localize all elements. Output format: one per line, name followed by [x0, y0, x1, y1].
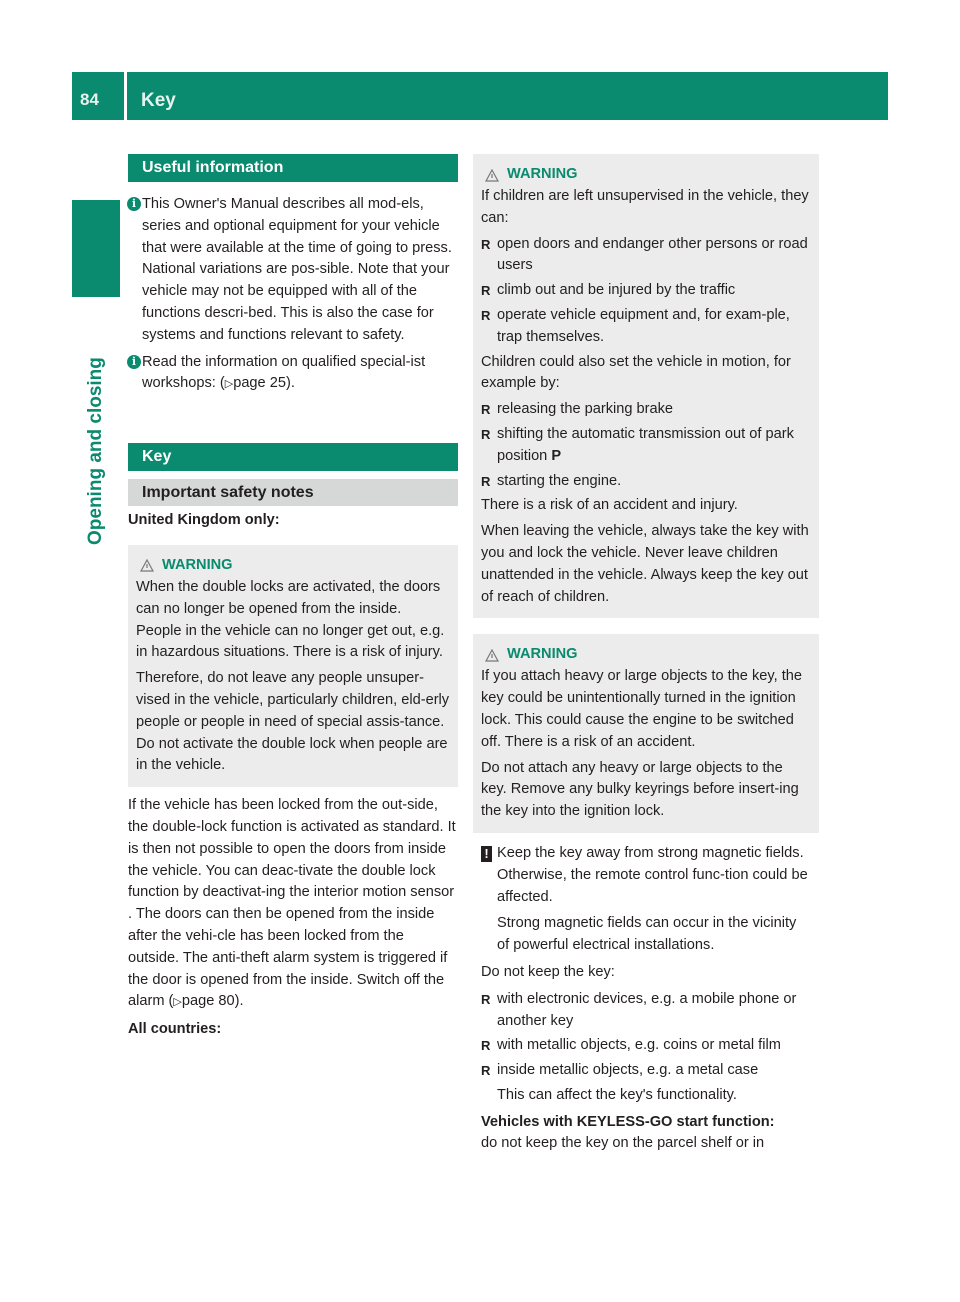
- list-item-text: operate vehicle equipment and, for exam-ple, trap themselves.: [497, 306, 790, 345]
- left-column: [128, 154, 458, 1046]
- exclamation-icon: !: [481, 846, 492, 862]
- list-item-text: open doors and endanger other persons or road users: [497, 235, 808, 274]
- warning-text: Children could also set the vehicle in motion, for example by:: [481, 353, 791, 392]
- warning-title-text: WARNING: [507, 646, 578, 663]
- affect-text: This can affect the key's functionality.: [497, 1086, 737, 1103]
- info-note-2-end: ).: [285, 375, 295, 392]
- warning-title: [481, 164, 811, 186]
- list-item: [481, 234, 811, 278]
- section-side-label: Opening and closing: [85, 357, 106, 545]
- warning-text: When the double locks are activated, the doors can no longer be opened from the inside. People in the vehicle can no longer get out, e.g. in hazardous situations. There is a risk of injury.: [136, 578, 445, 661]
- arrow-icon: ▷: [173, 996, 182, 1009]
- list-item-text: releasing the parking brake: [497, 401, 674, 418]
- warning-title: [136, 555, 450, 577]
- info-note-1-text: This Owner's Manual describes all mod-els, series and optional equipment for your vehicle that were available at the time of going to press. National variations are pos-sible. Note that your vehicle may not be equipped with all of the functions descri-bed. This is also the case for systems and functions relevant to safety.: [142, 196, 452, 343]
- warning-title-text: WARNING: [162, 557, 233, 574]
- page-ref-80[interactable]: page 80: [181, 993, 235, 1010]
- side-tab-block: [72, 200, 120, 297]
- bullet-icon: R: [481, 307, 491, 323]
- list-item: [481, 989, 811, 1033]
- header-bar: [72, 72, 888, 120]
- useful-info-heading: Useful information: [128, 154, 458, 182]
- list-item-text: climb out and be injured by the traffic: [497, 282, 736, 299]
- list-item: [481, 471, 811, 493]
- bullet-icon: R: [481, 1063, 491, 1079]
- list-item: [481, 1035, 811, 1057]
- keyless-go-text: do not keep the key on the parcel shelf or in: [481, 1135, 765, 1152]
- warning-text: Therefore, do not leave any people unsuper-vised in the vehicle, particularly children, eld-erly people or people in need of special assis-tance. Do not activate the double lock when people are in the vehicle.: [136, 670, 450, 774]
- right-column: [481, 154, 811, 1160]
- safety-notes-heading: Important safety notes: [128, 479, 458, 506]
- page-title: Key: [141, 90, 176, 111]
- header-separator: [124, 72, 127, 120]
- warning-box-heavy-objects: [473, 634, 819, 833]
- warning-triangle-icon: [485, 169, 499, 182]
- list-item: [481, 1060, 811, 1082]
- list-item: [481, 399, 811, 421]
- bullet-icon: R: [481, 1038, 491, 1054]
- notice-text-2: Strong magnetic fields can occur in the vicinity of powerful electrical installations.: [497, 915, 797, 954]
- list-item-text: starting the engine.: [497, 472, 622, 489]
- warning-title-text: WARNING: [507, 166, 578, 183]
- double-lock-body: [128, 795, 458, 1014]
- info-icon: i: [127, 197, 141, 211]
- list-item-text: shifting the automatic transmission out of park position: [497, 425, 794, 464]
- warning-box-children: [473, 154, 819, 618]
- bullet-list: [481, 234, 811, 349]
- bullet-icon: R: [481, 426, 491, 442]
- keyless-go-heading: Vehicles with KEYLESS-GO start function:: [481, 1113, 775, 1130]
- warning-text: If children are left unsupervised in the vehicle, they can:: [481, 188, 809, 226]
- info-note-1: [128, 194, 458, 347]
- bullet-icon: R: [481, 402, 491, 418]
- warning-triangle-icon: [140, 559, 154, 572]
- body-text: If the vehicle has been locked from the out-side, the double-lock function is activated as standard. It is then not possible to open the doors from inside the vehicle. You can deac-tivate the double lock function by deactivat-ing the interior motion sensor . The doors can then be opened from the inside after the vehi-cle has been locked from the outside. The anti-theft alarm system is triggered if the door is opened from the inside. Switch off the alarm (: [128, 797, 456, 1010]
- bullet-list: [481, 399, 811, 492]
- body-text-end: ).: [234, 993, 244, 1010]
- warning-box-double-lock: [128, 545, 458, 787]
- key-heading: Key: [128, 443, 458, 471]
- warning-text: If you attach heavy or large objects to the key, the key could be unintentionally turned in the ignition lock. This could cause the engine to be switched off. There is a risk of an accident.: [481, 668, 802, 750]
- list-item: [481, 280, 811, 302]
- info-note-2-text: Read the information on qualified special-ist workshops: (: [142, 353, 426, 392]
- warning-text: When leaving the vehicle, always take the key with you and lock the vehicle. Never leave children unattended in the vehicle. Always keep the key out of reach of children.: [481, 523, 809, 605]
- bullet-icon: R: [481, 283, 491, 299]
- notice-text: Keep the key away from strong magnetic fields. Otherwise, the remote control func-tion could be affected.: [497, 844, 808, 905]
- arrow-icon: ▷: [224, 378, 234, 391]
- list-item-text: with metallic objects, e.g. coins or metal film: [497, 1037, 781, 1054]
- bullet-icon: R: [481, 236, 491, 252]
- park-position-label: P: [551, 447, 562, 464]
- list-item-text: inside metallic objects, e.g. a metal case: [497, 1062, 759, 1079]
- warning-text: Do not attach any heavy or large objects to the key. Remove any bulky keyrings before insert-ing the key into the ignition lock.: [481, 759, 799, 820]
- list-item: [481, 424, 811, 468]
- bullet-list: [481, 989, 811, 1082]
- page-ref-25[interactable]: page 25: [233, 375, 286, 392]
- warning-text: There is a risk of an accident and injury.: [481, 497, 738, 514]
- do-not-keep-label: Do not keep the key:: [481, 963, 615, 980]
- warning-title: [481, 644, 811, 666]
- notice-magnetic: [481, 843, 811, 908]
- warning-triangle-icon: [485, 649, 499, 662]
- uk-only-label: United Kingdom only:: [128, 512, 280, 529]
- info-icon: i: [127, 355, 141, 369]
- list-item-text: with electronic devices, e.g. a mobile phone or another key: [497, 990, 797, 1029]
- bullet-icon: R: [481, 991, 491, 1007]
- page-number: 84: [80, 90, 99, 109]
- bullet-icon: R: [481, 473, 491, 489]
- all-countries-label: All countries:: [128, 1021, 222, 1038]
- list-item: [481, 305, 811, 349]
- info-note-2: [128, 352, 458, 397]
